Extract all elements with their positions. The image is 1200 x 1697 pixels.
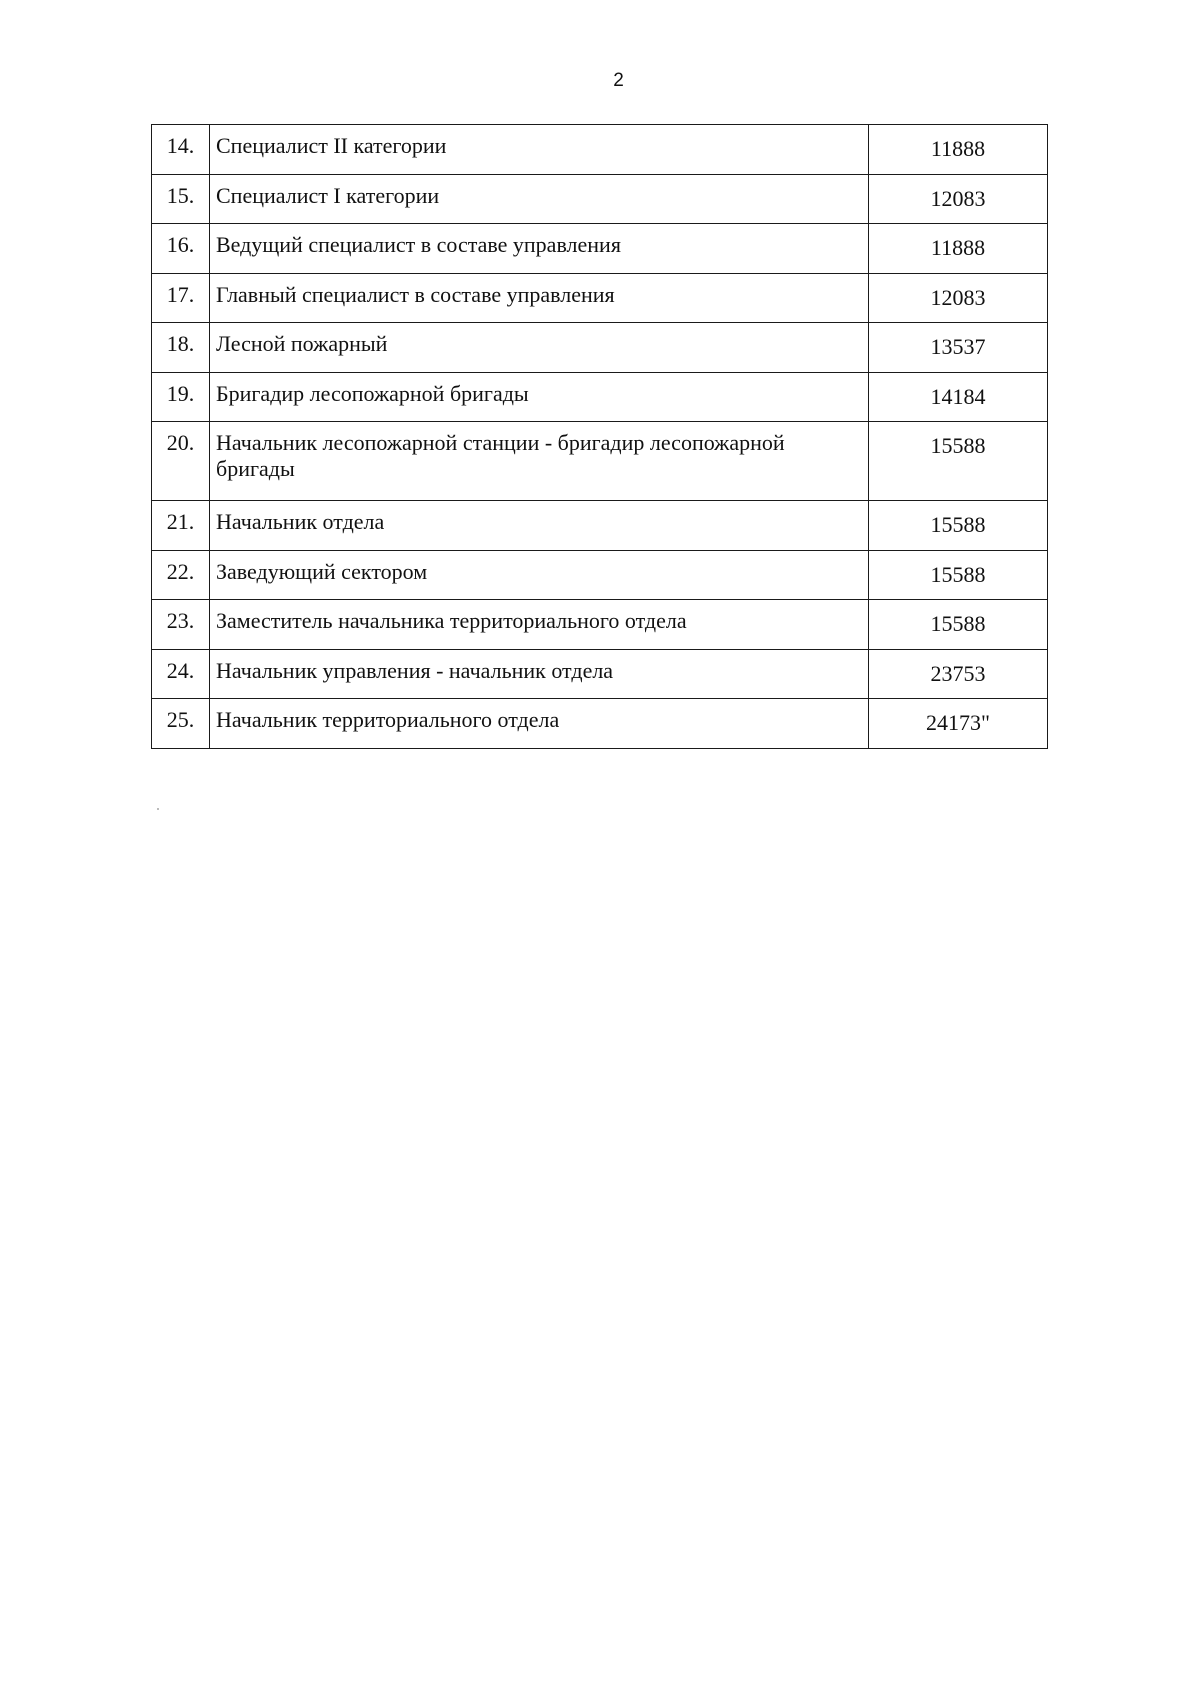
row-number: 16.	[152, 224, 210, 274]
table-row	[152, 600, 1048, 650]
table-row	[152, 550, 1048, 600]
row-number: 14.	[152, 125, 210, 175]
table-row	[152, 649, 1048, 699]
salary-value: 15588	[869, 550, 1048, 600]
table-row	[152, 174, 1048, 224]
position-name: Заместитель начальника территориального отдела	[210, 600, 869, 650]
position-name: Начальник отдела	[210, 501, 869, 551]
position-name: Специалист II категории	[210, 125, 869, 175]
table-row	[152, 501, 1048, 551]
salary-value: 13537	[869, 323, 1048, 373]
position-name: Лесной пожарный	[210, 323, 869, 373]
page-number: 2	[613, 70, 624, 91]
positions-table	[151, 124, 1048, 749]
table-row	[152, 273, 1048, 323]
salary-value: 15588	[869, 600, 1048, 650]
row-number: 18.	[152, 323, 210, 373]
table-row	[152, 422, 1048, 501]
salary-value: 11888	[869, 125, 1048, 175]
row-number: 15.	[152, 174, 210, 224]
salary-value: 12083	[869, 273, 1048, 323]
position-name: Заведующий сектором	[210, 550, 869, 600]
table-row	[152, 699, 1048, 749]
row-number: 24.	[152, 649, 210, 699]
salary-value: 23753	[869, 649, 1048, 699]
row-number: 21.	[152, 501, 210, 551]
position-name: Начальник территориального отдела	[210, 699, 869, 749]
position-name: Ведущий специалист в составе управления	[210, 224, 869, 274]
position-name: Начальник лесопожарной станции - бригадир лесопожарной бригады	[210, 422, 869, 501]
scan-speck	[157, 808, 159, 810]
row-number: 17.	[152, 273, 210, 323]
row-number: 20.	[152, 422, 210, 501]
table-row	[152, 125, 1048, 175]
salary-value: 15588	[869, 501, 1048, 551]
row-number: 25.	[152, 699, 210, 749]
position-name: Начальник управления - начальник отдела	[210, 649, 869, 699]
table-row	[152, 224, 1048, 274]
salary-value: 24173"	[869, 699, 1048, 749]
salary-value: 14184	[869, 372, 1048, 422]
row-number: 19.	[152, 372, 210, 422]
table-row	[152, 323, 1048, 373]
table-row	[152, 372, 1048, 422]
row-number: 23.	[152, 600, 210, 650]
salary-value: 15588	[869, 422, 1048, 501]
salary-value: 11888	[869, 224, 1048, 274]
row-number: 22.	[152, 550, 210, 600]
position-name: Главный специалист в составе управления	[210, 273, 869, 323]
position-name: Специалист I категории	[210, 174, 869, 224]
salary-value: 12083	[869, 174, 1048, 224]
position-name: Бригадир лесопожарной бригады	[210, 372, 869, 422]
